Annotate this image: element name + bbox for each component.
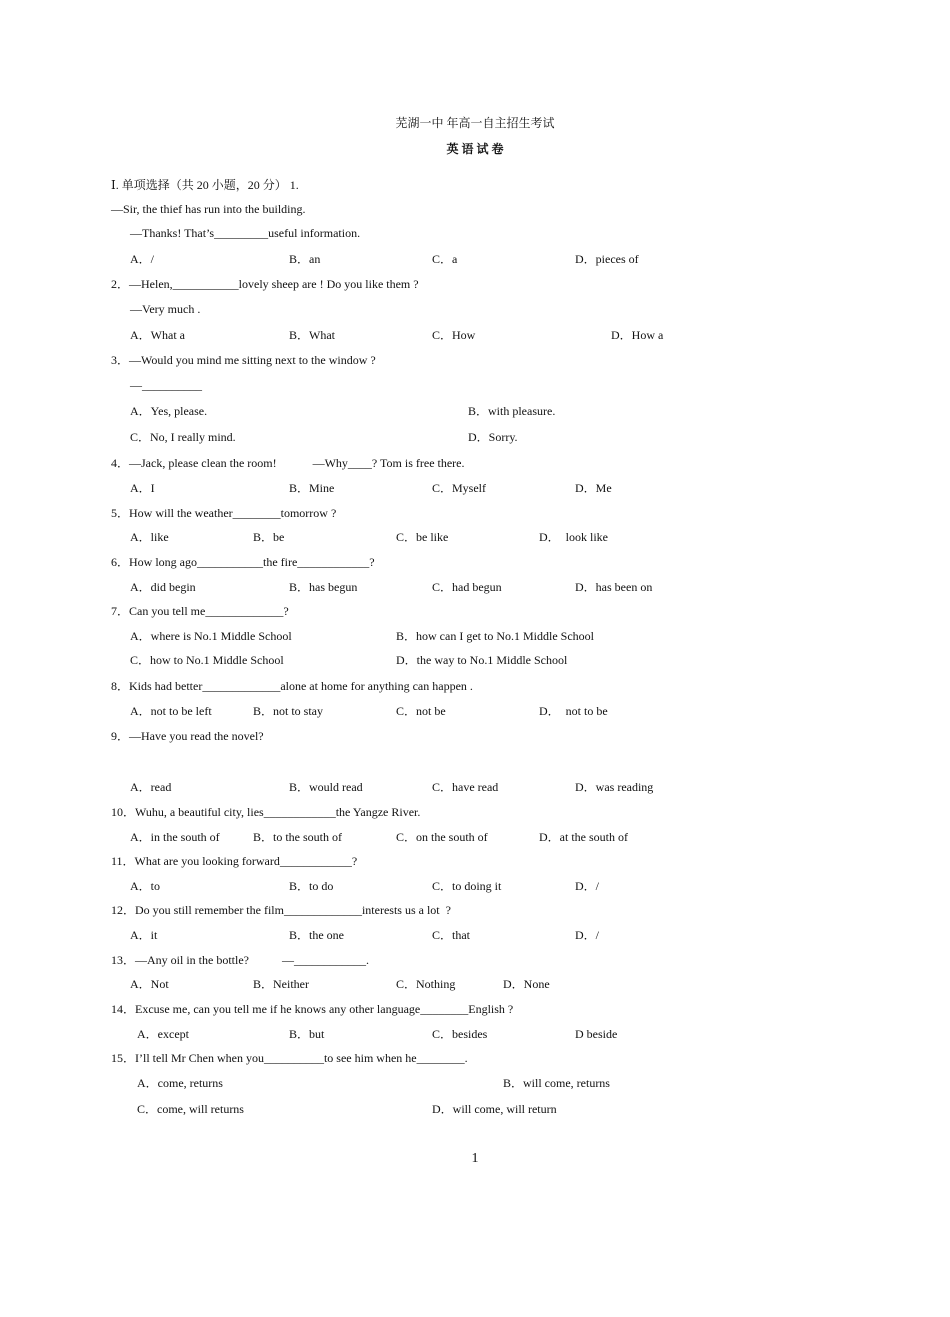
question-2-stem: 2．—Helen,___________lovely sheep are ! Do you like them ? (111, 277, 419, 291)
q8-option-a: A．not to be left (130, 704, 212, 718)
q12-option-d: D．/ (575, 928, 600, 942)
q9-option-a: A．read (130, 780, 172, 794)
q14-option-c: C．besides (432, 1027, 488, 1041)
q12-option-a: A．it (130, 928, 158, 942)
q11-option-a: A．to (130, 879, 161, 893)
q13-option-c: C．Nothing (396, 977, 456, 991)
question-13-stem: 13．—Any oil in the bottle? —____________. (111, 953, 369, 967)
question-7-stem: 7．Can you tell me_____________? (111, 604, 289, 618)
q2-option-b: B．What (289, 328, 335, 342)
q1-option-d: D．pieces of (575, 252, 639, 266)
q4-option-a: A．I (130, 481, 155, 495)
question-9-stem: 9．—Have you read the novel? (111, 729, 264, 743)
question-8-stem: 8．Kids had better_____________alone at home for anything can happen . (111, 679, 473, 693)
q15-option-d: D．will come, will return (432, 1102, 557, 1116)
q14-option-a: A．except (137, 1027, 189, 1041)
q10-option-b: B．to the south of (253, 830, 342, 844)
q1-option-b: B．an (289, 252, 321, 266)
q15-option-b: B．will come, returns (503, 1076, 610, 1090)
q11-option-d: D．/ (575, 879, 600, 893)
question-12-stem: 12．Do you still remember the film_____________interests us a lot ? (111, 903, 451, 917)
q8-option-d: D． not to be (539, 704, 608, 718)
question-14-stem: 14．Excuse me, can you tell me if he knows any other language________English ? (111, 1002, 514, 1016)
q3-option-b: B．with pleasure. (468, 404, 556, 418)
exam-title: 芜湖一中 年高一自主招生考试 (395, 116, 555, 130)
q4-option-b: B．Mine (289, 481, 335, 495)
q1-option-c: C．a (432, 252, 458, 266)
q12-option-b: B．the one (289, 928, 344, 942)
q13-option-d: D．None (503, 977, 550, 991)
q3-option-c: C．No, I really mind. (130, 430, 236, 444)
q13-option-a: A．Not (130, 977, 169, 991)
q2-option-d: D．How a (611, 328, 664, 342)
q7-option-c: C．how to No.1 Middle School (130, 653, 284, 667)
q14-option-d: D beside (575, 1027, 618, 1041)
q13-option-b: B．Neither (253, 977, 309, 991)
question-4-stem: 4．—Jack, please clean the room! —Why____? Tom is free there. (111, 456, 465, 470)
question-10-stem: 10．Wuhu, a beautiful city, lies____________the Yangze River. (111, 805, 421, 819)
q8-option-c: C．not be (396, 704, 446, 718)
q11-option-c: C．to doing it (432, 879, 502, 893)
q5-option-a: A．like (130, 530, 169, 544)
q1-option-a: A．/ (130, 252, 155, 266)
question-3-stem: 3．—Would you mind me sitting next to the window ? (111, 353, 376, 367)
section-heading: Ⅰ. 单项选择（共 20 小题，20 分） 1. (111, 178, 299, 192)
q9-option-b: B．would read (289, 780, 363, 794)
page-number: 1 (471, 1151, 479, 1166)
question-5-stem: 5．How will the weather________tomorrow ? (111, 506, 337, 520)
q4-option-d: D．Me (575, 481, 612, 495)
q3-option-d: D．Sorry. (468, 430, 518, 444)
question-15-stem: 15．I’ll tell Mr Chen when you__________to see him when he________. (111, 1051, 468, 1065)
q5-option-b: B．be (253, 530, 285, 544)
q10-option-a: A．in the south of (130, 830, 220, 844)
question-6-stem: 6．How long ago___________the fire____________? (111, 555, 375, 569)
q2-option-a: A．What a (130, 328, 185, 342)
q9-option-c: C．have read (432, 780, 499, 794)
q15-option-a: A．come, returns (137, 1076, 223, 1090)
q4-option-c: C．Myself (432, 481, 487, 495)
q12-option-c: C．that (432, 928, 470, 942)
q6-option-d: D．has been on (575, 580, 653, 594)
q7-option-a: A．where is No.1 Middle School (130, 629, 292, 643)
q10-option-d: D．at the south of (539, 830, 628, 844)
q6-option-b: B．has begun (289, 580, 358, 594)
q5-option-c: C．be like (396, 530, 449, 544)
question-1-stem: —Sir, the thief has run into the building. (111, 202, 306, 216)
q5-option-d: D． look like (539, 530, 608, 544)
question-11-stem: 11．What are you looking forward____________? (111, 854, 358, 868)
q6-option-a: A．did begin (130, 580, 196, 594)
q15-option-c: C．come, will returns (137, 1102, 244, 1116)
subject-title: 英 语 试 卷 (446, 142, 504, 156)
question-3-reply: —__________ (130, 378, 202, 392)
q14-option-b: B．but (289, 1027, 325, 1041)
q3-option-a: A．Yes, please. (130, 404, 208, 418)
q6-option-c: C．had begun (432, 580, 502, 594)
q10-option-c: C．on the south of (396, 830, 488, 844)
question-1-reply: —Thanks! That’s_________useful information. (130, 226, 361, 240)
q8-option-b: B．not to stay (253, 704, 324, 718)
q7-option-b: B．how can I get to No.1 Middle School (396, 629, 594, 643)
question-2-reply: —Very much . (130, 302, 201, 316)
q9-option-d: D．was reading (575, 780, 654, 794)
q11-option-b: B．to do (289, 879, 334, 893)
q2-option-c: C．How (432, 328, 476, 342)
q7-option-d: D．the way to No.1 Middle School (396, 653, 568, 667)
